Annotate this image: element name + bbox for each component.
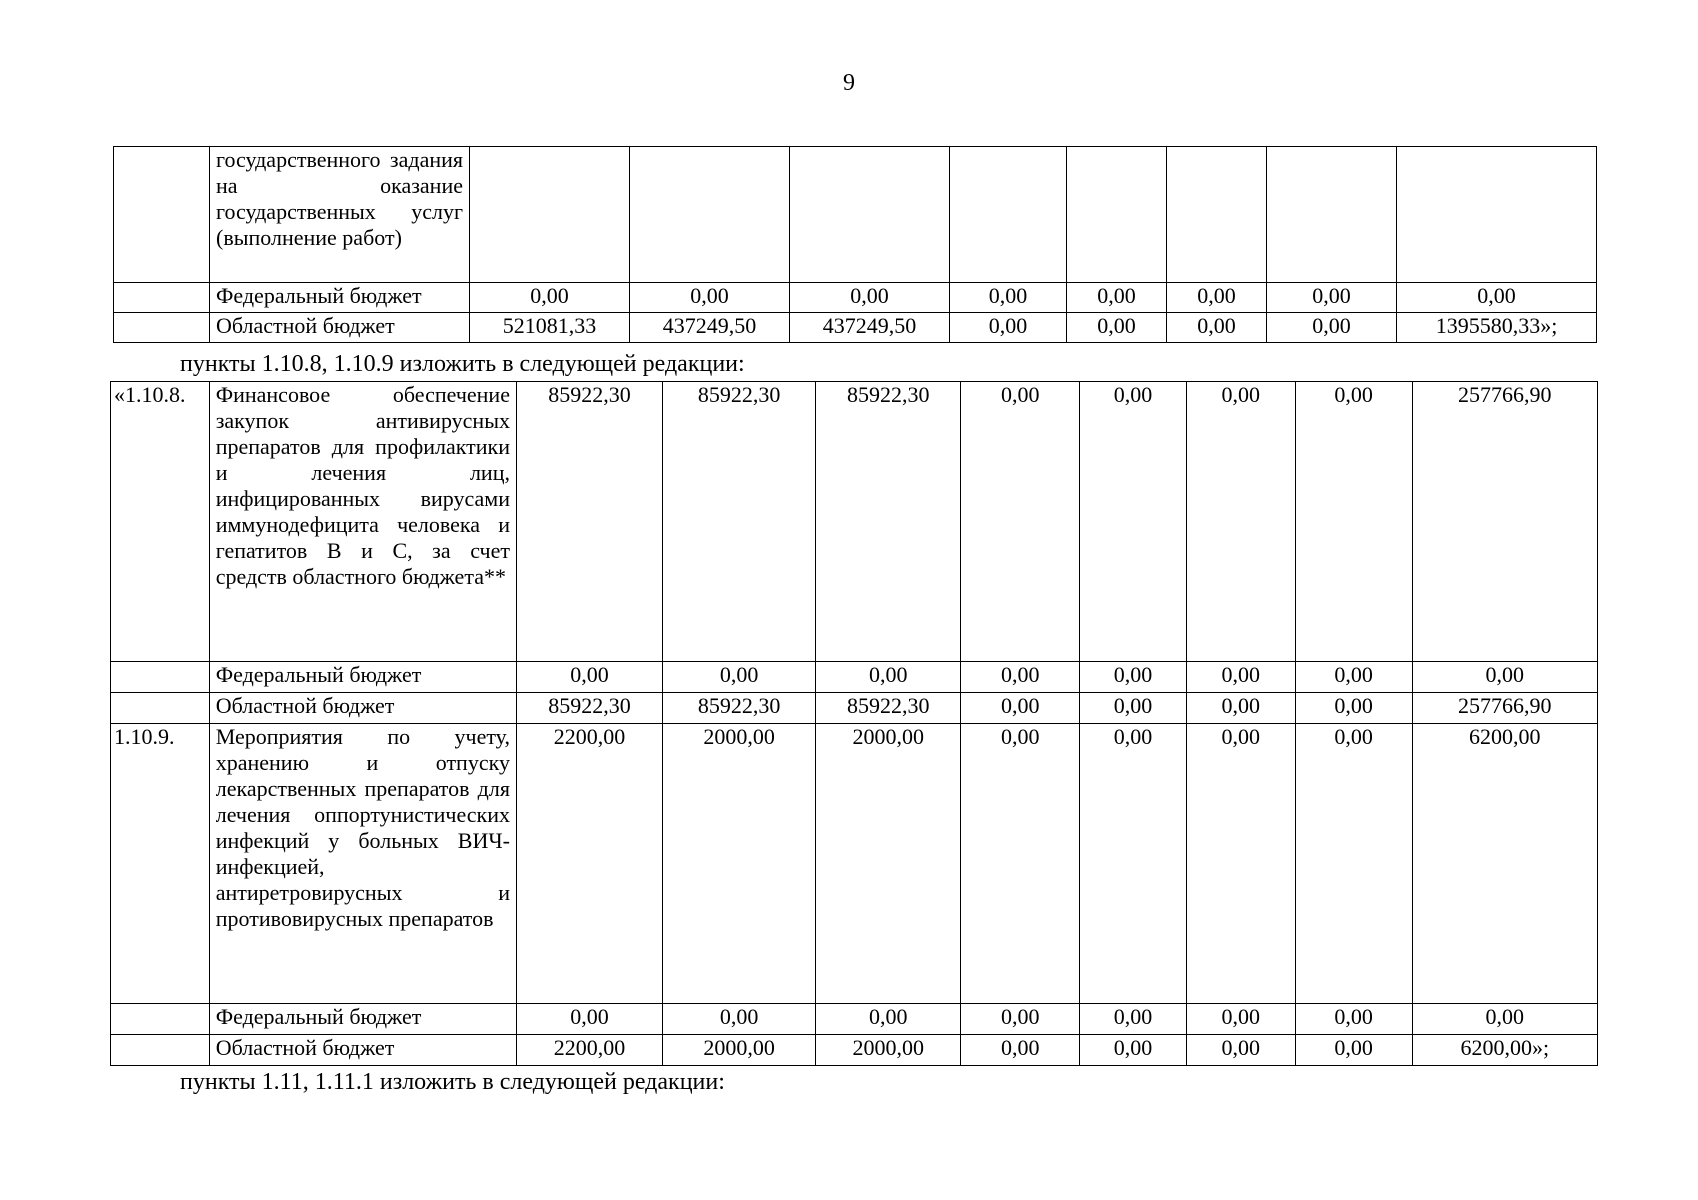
value-cell: 0,00 <box>1080 1004 1187 1035</box>
table-row <box>111 1035 1598 1066</box>
table-row <box>114 283 1597 313</box>
value-cell: 0,00 <box>1412 1004 1597 1035</box>
value-cell: 0,00 <box>961 693 1080 724</box>
value-cell: 0,00 <box>816 662 961 693</box>
value-cell: 0,00 <box>1397 283 1597 313</box>
table-row <box>111 662 1598 693</box>
table-row <box>111 382 1598 662</box>
value-cell <box>1167 147 1267 283</box>
value-cell <box>790 147 950 283</box>
value-cell: 0,00 <box>961 1004 1080 1035</box>
budget-table-continued <box>113 146 1597 343</box>
row-description: Федеральный бюджет <box>209 662 516 693</box>
value-cell: 85922,30 <box>516 382 662 662</box>
row-description: Федеральный бюджет <box>209 1004 516 1035</box>
value-cell: 257766,90 <box>1412 693 1597 724</box>
value-cell: 2200,00 <box>516 1035 662 1066</box>
table-row <box>111 693 1598 724</box>
value-cell: 521081,33 <box>470 313 630 343</box>
value-cell: 2000,00 <box>663 724 816 1004</box>
value-cell: 6200,00»; <box>1412 1035 1597 1066</box>
value-cell: 0,00 <box>961 382 1080 662</box>
row-code: «1.10.8. <box>111 382 210 662</box>
row-code <box>114 313 210 343</box>
value-cell: 0,00 <box>1167 313 1267 343</box>
value-cell <box>1397 147 1597 283</box>
value-cell: 2200,00 <box>516 724 662 1004</box>
row-code <box>111 693 210 724</box>
value-cell: 0,00 <box>1186 662 1295 693</box>
value-cell: 0,00 <box>1080 1035 1187 1066</box>
value-cell <box>470 147 630 283</box>
row-code <box>111 1004 210 1035</box>
value-cell: 0,00 <box>1167 283 1267 313</box>
row-code <box>114 147 210 283</box>
instruction-text: пункты 1.11, 1.11.1 изложить в следующей редакции: <box>180 1069 725 1095</box>
value-cell: 6200,00 <box>1412 724 1597 1004</box>
row-description: Областной бюджет <box>209 1035 516 1066</box>
value-cell: 0,00 <box>470 283 630 313</box>
value-cell: 1395580,33»; <box>1397 313 1597 343</box>
value-cell: 0,00 <box>1412 662 1597 693</box>
row-description: Областной бюджет <box>209 693 516 724</box>
value-cell: 0,00 <box>1186 724 1295 1004</box>
value-cell: 85922,30 <box>663 693 816 724</box>
row-code <box>114 283 210 313</box>
value-cell: 0,00 <box>1067 283 1167 313</box>
value-cell: 85922,30 <box>663 382 816 662</box>
value-cell: 0,00 <box>1186 382 1295 662</box>
value-cell: 0,00 <box>961 724 1080 1004</box>
value-cell: 0,00 <box>790 283 950 313</box>
row-code: 1.10.9. <box>111 724 210 1004</box>
value-cell <box>1067 147 1167 283</box>
value-cell: 85922,30 <box>516 693 662 724</box>
value-cell: 2000,00 <box>663 1035 816 1066</box>
value-cell: 0,00 <box>1295 662 1412 693</box>
value-cell: 0,00 <box>961 662 1080 693</box>
row-description: государственного задания на оказание государственных услуг (выполнение работ) <box>210 147 470 283</box>
value-cell: 0,00 <box>516 1004 662 1035</box>
value-cell: 0,00 <box>1186 693 1295 724</box>
value-cell: 0,00 <box>1295 1004 1412 1035</box>
row-description: Мероприятия по учету, хранению и отпуску лекарственных препаратов для лечения оппортунистических инфекций у больных ВИЧ-инфекцией, антиретровирусных и противовирусных препаратов <box>209 724 516 1004</box>
value-cell: 437249,50 <box>790 313 950 343</box>
value-cell: 0,00 <box>1295 382 1412 662</box>
value-cell: 0,00 <box>1067 313 1167 343</box>
value-cell: 2000,00 <box>816 1035 961 1066</box>
value-cell <box>950 147 1067 283</box>
row-code <box>111 662 210 693</box>
value-cell: 0,00 <box>1080 693 1187 724</box>
value-cell: 0,00 <box>663 1004 816 1035</box>
instruction-text: пункты 1.10.8, 1.10.9 изложить в следующей редакции: <box>180 351 745 377</box>
table-row <box>114 147 1597 283</box>
row-description: Федеральный бюджет <box>210 283 470 313</box>
value-cell: 85922,30 <box>816 382 961 662</box>
row-description: Областной бюджет <box>210 313 470 343</box>
row-code <box>111 1035 210 1066</box>
value-cell <box>1267 147 1397 283</box>
value-cell: 0,00 <box>950 313 1067 343</box>
value-cell: 0,00 <box>961 1035 1080 1066</box>
page-number: 9 <box>843 70 855 96</box>
table-row <box>111 1004 1598 1035</box>
value-cell: 2000,00 <box>816 724 961 1004</box>
value-cell: 0,00 <box>816 1004 961 1035</box>
value-cell: 0,00 <box>950 283 1067 313</box>
value-cell <box>630 147 790 283</box>
value-cell: 0,00 <box>1295 1035 1412 1066</box>
budget-table-amended <box>110 381 1598 1066</box>
value-cell: 437249,50 <box>630 313 790 343</box>
value-cell: 0,00 <box>1186 1035 1295 1066</box>
value-cell: 0,00 <box>1295 724 1412 1004</box>
value-cell: 0,00 <box>663 662 816 693</box>
value-cell: 0,00 <box>1186 1004 1295 1035</box>
value-cell: 85922,30 <box>816 693 961 724</box>
value-cell: 0,00 <box>516 662 662 693</box>
value-cell: 0,00 <box>1080 724 1187 1004</box>
value-cell: 0,00 <box>1080 382 1187 662</box>
table-row <box>114 313 1597 343</box>
value-cell: 0,00 <box>1267 313 1397 343</box>
value-cell: 0,00 <box>630 283 790 313</box>
value-cell: 0,00 <box>1080 662 1187 693</box>
value-cell: 0,00 <box>1267 283 1397 313</box>
table-row <box>111 724 1598 1004</box>
value-cell: 257766,90 <box>1412 382 1597 662</box>
value-cell: 0,00 <box>1295 693 1412 724</box>
row-description: Финансовое обеспечение закупок антивирусных препаратов для профилактики и лечения лиц, инфицированных вирусами иммунодефицита человека и гепатитов В и С, за счет средств областного бюджета** <box>209 382 516 662</box>
